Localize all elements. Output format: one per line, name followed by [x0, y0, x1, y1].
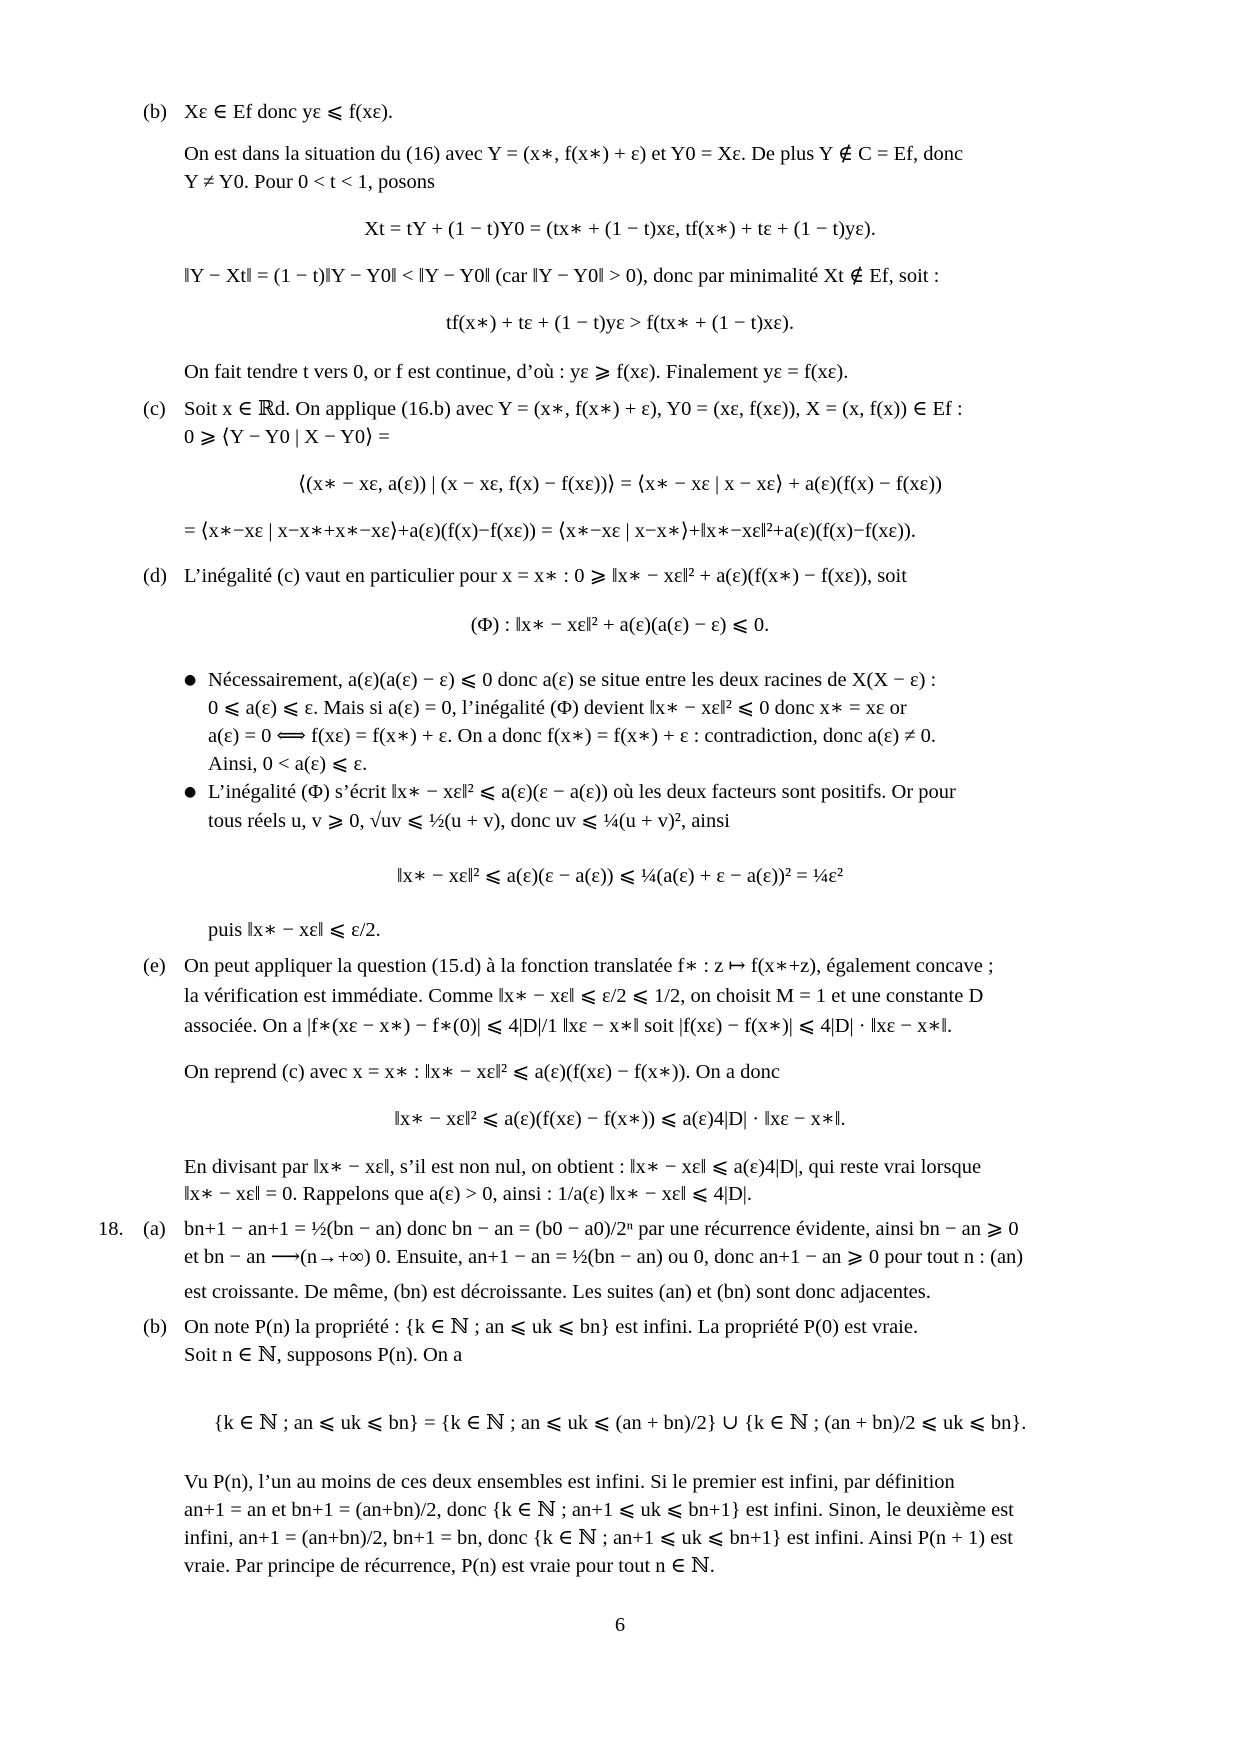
text-line: Vu P(n), l’un au moins de ces deux ensembles est infini. Si le premier est infini, par définition: [184, 1471, 955, 1493]
text-line: puis ‖x∗ − xε‖ ⩽ ε/2.: [208, 919, 381, 941]
text-line: Ainsi, 0 < a(ε) ⩽ ε.: [208, 753, 368, 775]
display-equation: tf(x∗) + tε + (1 − t)yε > f(tx∗ + (1 − t)xε).: [446, 312, 794, 334]
text-line: On fait tendre t vers 0, or f est continue, d’où : yε ⩾ f(xε). Finalement yε = f(xε).: [184, 361, 849, 383]
display-equation: ⟨(x∗ − xε, a(ε)) | (x − xε, f(x) − f(xε))⟩ = ⟨x∗ − xε | x − xε⟩ + a(ε)(f(x) − f(xε)): [298, 473, 942, 495]
item-label-18b: (b): [143, 1316, 167, 1338]
bullet-icon: ●: [184, 784, 197, 800]
display-equation: ‖x∗ − xε‖² ⩽ a(ε)(ε − a(ε)) ⩽ ¼(a(ε) + ε − a(ε))² = ¼ε²: [396, 865, 844, 887]
display-equation: (Φ) : ‖x∗ − xε‖² + a(ε)(a(ε) − ε) ⩽ 0.: [470, 614, 770, 636]
display-equation: Xt = tY + (1 − t)Y0 = (tx∗ + (1 − t)xε, tf(x∗) + tε + (1 − t)yε).: [364, 218, 876, 240]
text-line: ‖Y − Xt‖ = (1 − t)‖Y − Y0‖ < ‖Y − Y0‖ (car ‖Y − Y0‖ > 0), donc par minimalité Xt ∉ Ef, soit :: [184, 265, 940, 287]
text-line: associée. On a |f∗(xε − x∗) − f∗(0)| ⩽ 4|D|/1 ‖xε − x∗‖ soit |f(xε) − f(x∗)| ⩽ 4|D| · ‖xε − x∗‖.: [184, 1015, 953, 1037]
display-equation: ‖x∗ − xε‖² ⩽ a(ε)(f(xε) − f(x∗)) ⩽ a(ε)4|D| · ‖xε − x∗‖.: [394, 1108, 846, 1130]
text-line: L’inégalité (Φ) s’écrit ‖x∗ − xε‖² ⩽ a(ε)(ε − a(ε)) où les deux facteurs sont positifs. Or pour: [208, 781, 956, 803]
question-number-18: 18.: [98, 1218, 124, 1240]
item-label-18a: (a): [143, 1218, 166, 1240]
text-line: = ⟨x∗−xε | x−x∗+x∗−xε⟩+a(ε)(f(x)−f(xε)) = ⟨x∗−xε | x−x∗⟩+‖x∗−xε‖²+a(ε)(f(x)−f(xε)).: [184, 520, 916, 542]
text-line: infini, an+1 = (an+bn)/2, bn+1 = bn, donc {k ∈ ℕ ; an+1 ⩽ uk ⩽ bn+1} est infini. Ainsi P(n + 1) est: [184, 1527, 1013, 1549]
text-line: est croissante. De même, (bn) est décroissante. Les suites (an) et (bn) sont donc adjacentes.: [184, 1281, 931, 1303]
text-line: Y ≠ Y0. Pour 0 < t < 1, posons: [184, 171, 435, 193]
item-label-c: (c): [143, 398, 166, 420]
text-line: an+1 = an et bn+1 = (an+bn)/2, donc {k ∈ ℕ ; an+1 ⩽ uk ⩽ bn+1} est infini. Sinon, le deuxième est: [184, 1499, 1014, 1521]
text-line: bn+1 − an+1 = ½(bn − an) donc bn − an = (b0 − a0)/2ⁿ par une récurrence évidente, ainsi bn − an ⩾ 0: [184, 1218, 1019, 1240]
text-line: On note P(n) la propriété : {k ∈ ℕ ; an ⩽ uk ⩽ bn} est infini. La propriété P(0) est vraie.: [184, 1316, 919, 1338]
text-line: En divisant par ‖x∗ − xε‖, s’il est non nul, on obtient : ‖x∗ − xε‖ ⩽ a(ε)4|D|, qui reste vrai lorsque: [184, 1156, 982, 1178]
text-line: tous réels u, v ⩾ 0, √uv ⩽ ½(u + v), donc uv ⩽ ¼(u + v)², ainsi: [208, 810, 730, 832]
text-line: Soit n ∈ ℕ, supposons P(n). On a: [184, 1344, 463, 1366]
text-line: ‖x∗ − xε‖ = 0. Rappelons que a(ε) > 0, ainsi : 1/a(ε) ‖x∗ − xε‖ ⩽ 4|D|.: [184, 1183, 753, 1205]
text-line: L’inégalité (c) vaut en particulier pour x = x∗ : 0 ⩾ ‖x∗ − xε‖² + a(ε)(f(x∗) − f(xε)), soit: [184, 565, 907, 587]
text-line: vraie. Par principe de récurrence, P(n) est vraie pour tout n ∈ ℕ.: [184, 1555, 715, 1577]
bullet-icon: ●: [184, 672, 197, 688]
display-equation: {k ∈ ℕ ; an ⩽ uk ⩽ bn} = {k ∈ ℕ ; an ⩽ uk ⩽ (an + bn)/2} ∪ {k ∈ ℕ ; (an + bn)/2 ⩽ uk ⩽ bn}.: [213, 1412, 1027, 1434]
text-line: On est dans la situation du (16) avec Y = (x∗, f(x∗) + ε) et Y0 = Xε. De plus Y ∉ C = Ef, donc: [184, 143, 964, 165]
item-label-d: (d): [143, 565, 167, 587]
text-line: On peut appliquer la question (15.d) à la fonction translatée f∗ : z ↦ f(x∗+z), également concave ;: [184, 955, 994, 977]
text-line: la vérification est immédiate. Comme ‖x∗ − xε‖ ⩽ ε/2 ⩽ 1/2, on choisit M = 1 et une constante D: [184, 985, 984, 1007]
text-line: On reprend (c) avec x = x∗ : ‖x∗ − xε‖² ⩽ a(ε)(f(xε) − f(x∗)). On a donc: [184, 1061, 780, 1083]
text-line: Soit x ∈ ℝd. On applique (16.b) avec Y = (x∗, f(x∗) + ε), Y0 = (xε, f(xε)), X = (x, f(x)) ∈ Ef :: [184, 398, 963, 420]
text-line: a(ε) = 0 ⟺ f(xε) = f(x∗) + ε. On a donc f(x∗) = f(x∗) + ε : contradiction, donc a(ε) ≠ 0.: [208, 725, 937, 747]
text-line: Nécessairement, a(ε)(a(ε) − ε) ⩽ 0 donc a(ε) se situe entre les deux racines de X(X − ε) :: [208, 669, 937, 691]
item-label-b: (b): [143, 101, 167, 123]
text-line: et bn − an ⟶(n→+∞) 0. Ensuite, an+1 − an = ½(bn − an) ou 0, donc an+1 − an ⩾ 0 pour tout n : (an): [184, 1246, 1024, 1268]
page-number: 6: [614, 1614, 626, 1636]
item-label-e: (e): [143, 955, 166, 977]
text-line: Xε ∈ Ef donc yε ⩽ f(xε).: [184, 101, 394, 123]
text-line: 0 ⩾ ⟨Y − Y0 | X − Y0⟩ =: [184, 426, 390, 448]
text-line: 0 ⩽ a(ε) ⩽ ε. Mais si a(ε) = 0, l’inégalité (Φ) devient ‖x∗ − xε‖² ⩽ 0 donc x∗ = xε or: [208, 697, 907, 719]
